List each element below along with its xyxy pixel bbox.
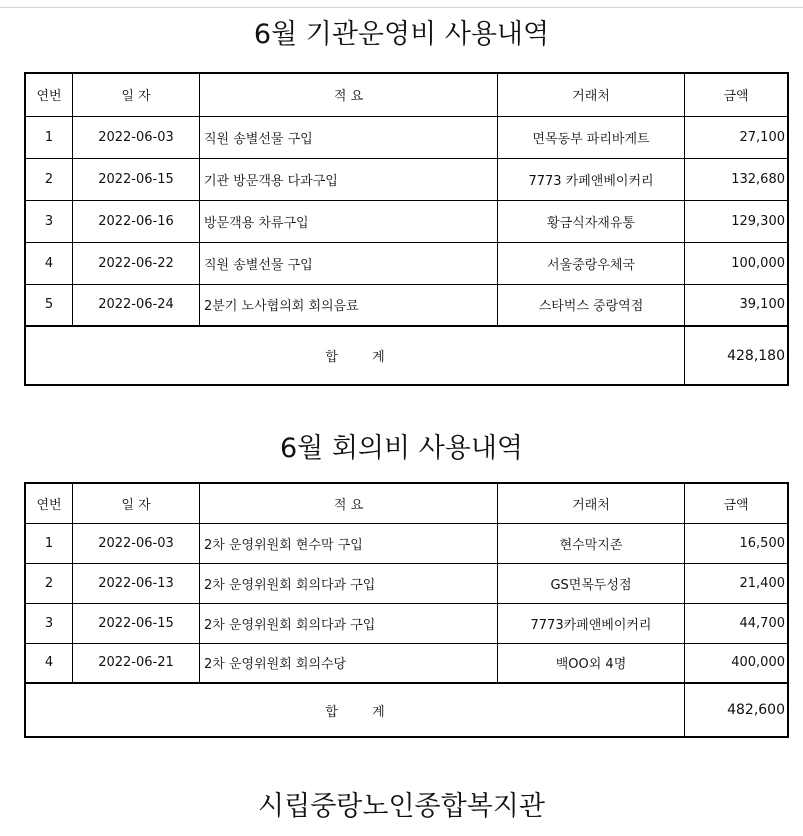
row-amount: 44,700	[685, 603, 789, 643]
total-label: 합 계	[25, 326, 685, 385]
table-header-row	[25, 483, 788, 523]
row-no: 1	[25, 116, 73, 158]
total-label: 합 계	[25, 683, 685, 737]
row-description: 직원 송별선물 구입	[200, 116, 498, 158]
row-amount: 27,100	[685, 116, 789, 158]
row-no: 2	[25, 563, 73, 603]
header-no: 연번	[25, 483, 73, 523]
header-amount: 금액	[685, 73, 789, 116]
table-row	[25, 284, 788, 326]
operating-expense-title: 6월 기관운영비 사용내역	[253, 19, 550, 50]
row-vendor: 7773카페앤베이커리	[498, 603, 685, 643]
row-date: 2022-06-21	[73, 643, 200, 683]
row-description: 2차 운영위원회 현수막 구입	[200, 523, 498, 563]
header-date: 일 자	[73, 73, 200, 116]
row-amount: 16,500	[685, 523, 789, 563]
row-date: 2022-06-24	[73, 284, 200, 326]
row-date: 2022-06-03	[73, 523, 200, 563]
row-date: 2022-06-03	[73, 116, 200, 158]
row-vendor: GS면목두성점	[498, 563, 685, 603]
row-no: 4	[25, 643, 73, 683]
header-amount: 금액	[685, 483, 789, 523]
row-date: 2022-06-15	[73, 603, 200, 643]
row-vendor: 백OO외 4명	[498, 643, 685, 683]
header-date: 일 자	[73, 483, 200, 523]
row-date: 2022-06-13	[73, 563, 200, 603]
row-no: 4	[25, 242, 73, 284]
row-vendor: 7773 카페앤베이커리	[498, 158, 685, 200]
row-description: 2분기 노사협의회 회의음료	[200, 284, 498, 326]
table-row	[25, 242, 788, 284]
table-row	[25, 116, 788, 158]
row-amount: 132,680	[685, 158, 789, 200]
row-description: 방문객용 차류구입	[200, 200, 498, 242]
row-description: 기관 방문객용 다과구입	[200, 158, 498, 200]
row-description: 2차 운영위원회 회의다과 구입	[200, 603, 498, 643]
total-row	[25, 326, 788, 385]
header-description: 적 요	[200, 483, 498, 523]
row-no: 2	[25, 158, 73, 200]
row-date: 2022-06-16	[73, 200, 200, 242]
table-header-row	[25, 73, 788, 116]
row-no: 5	[25, 284, 73, 326]
table-row	[25, 158, 788, 200]
row-date: 2022-06-15	[73, 158, 200, 200]
row-vendor: 현수막지존	[498, 523, 685, 563]
row-description: 2차 운영위원회 회의다과 구입	[200, 563, 498, 603]
row-no: 3	[25, 603, 73, 643]
table-row	[25, 603, 788, 643]
row-vendor: 서울중랑우체국	[498, 242, 685, 284]
organization-name: 시립중랑노인종합복지관	[258, 791, 545, 822]
row-description: 2차 운영위원회 회의수당	[200, 643, 498, 683]
row-amount: 129,300	[685, 200, 789, 242]
table-row	[25, 563, 788, 603]
total-amount: 428,180	[685, 326, 789, 385]
row-vendor: 황금식자재유통	[498, 200, 685, 242]
row-vendor: 스타벅스 중랑역점	[498, 284, 685, 326]
header-vendor: 거래처	[498, 483, 685, 523]
row-description: 직원 송별선물 구입	[200, 242, 498, 284]
meeting-expense-table	[24, 482, 789, 738]
row-no: 1	[25, 523, 73, 563]
row-amount: 21,400	[685, 563, 789, 603]
top-divider	[0, 7, 803, 8]
row-date: 2022-06-22	[73, 242, 200, 284]
total-row	[25, 683, 788, 737]
header-no: 연번	[25, 73, 73, 116]
row-vendor: 면목동부 파리바게트	[498, 116, 685, 158]
row-amount: 39,100	[685, 284, 789, 326]
table-row	[25, 643, 788, 683]
table-row	[25, 200, 788, 242]
row-amount: 400,000	[685, 643, 789, 683]
header-description: 적 요	[200, 73, 498, 116]
total-amount: 482,600	[685, 683, 789, 737]
row-amount: 100,000	[685, 242, 789, 284]
meeting-expense-title: 6월 회의비 사용내역	[280, 433, 523, 464]
row-no: 3	[25, 200, 73, 242]
header-vendor: 거래처	[498, 73, 685, 116]
table-row	[25, 523, 788, 563]
operating-expense-table	[24, 72, 789, 386]
